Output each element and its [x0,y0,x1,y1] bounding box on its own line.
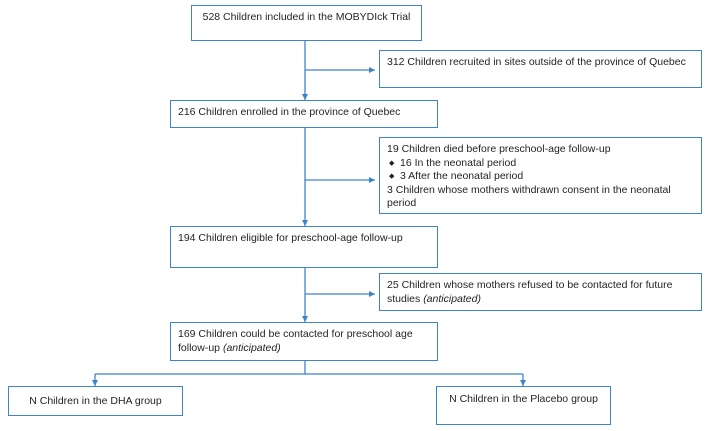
node-enrolled-total [191,5,422,41]
node-enrolled-quebec-label: 216 Children enrolled in the province of Quebec [178,106,401,118]
node-deaths-bullet-neonatal: ◆ 16 In the neonatal period [387,157,694,171]
node-deaths-line-2: 3 Children whose mothers withdrawn consent in the neonatal period [387,183,671,209]
node-contactable-note: (anticipated) [222,341,281,354]
node-refused-contact-label: 25 Children whose mothers refused to be contacted for future studies [387,279,673,305]
node-dha-group [8,386,183,416]
node-refused-contact [379,273,702,311]
node-dha-group-label: N Children in the DHA group [29,395,162,407]
node-eligible-followup [170,226,438,268]
node-deaths-bullet-after-neonatal: ◆ 3 After the neonatal period [387,170,694,184]
node-excluded-outside-quebec-label: 312 Children recruited in sites outside of the province of Quebec [387,56,686,68]
node-contactable-label: 169 Children could be contacted for preschool age follow-up [178,328,413,354]
node-excluded-outside-quebec [379,50,702,88]
node-placebo-group [436,386,611,425]
node-placebo-group-label: N Children in the Placebo group [449,393,598,405]
node-enrolled-quebec [170,100,438,128]
node-eligible-followup-label: 194 Children eligible for preschool-age follow-up [178,232,403,244]
node-deaths-line-1: 19 Children died before preschool-age follow-up [387,143,611,155]
node-refused-contact-note: (anticipated) [423,292,481,305]
node-deaths-withdrawals [379,137,702,214]
node-deaths-bullet-list [387,157,694,184]
node-enrolled-total-label: 528 Children included in the MOBYDIck Trial [202,11,411,23]
node-contactable [170,322,438,361]
